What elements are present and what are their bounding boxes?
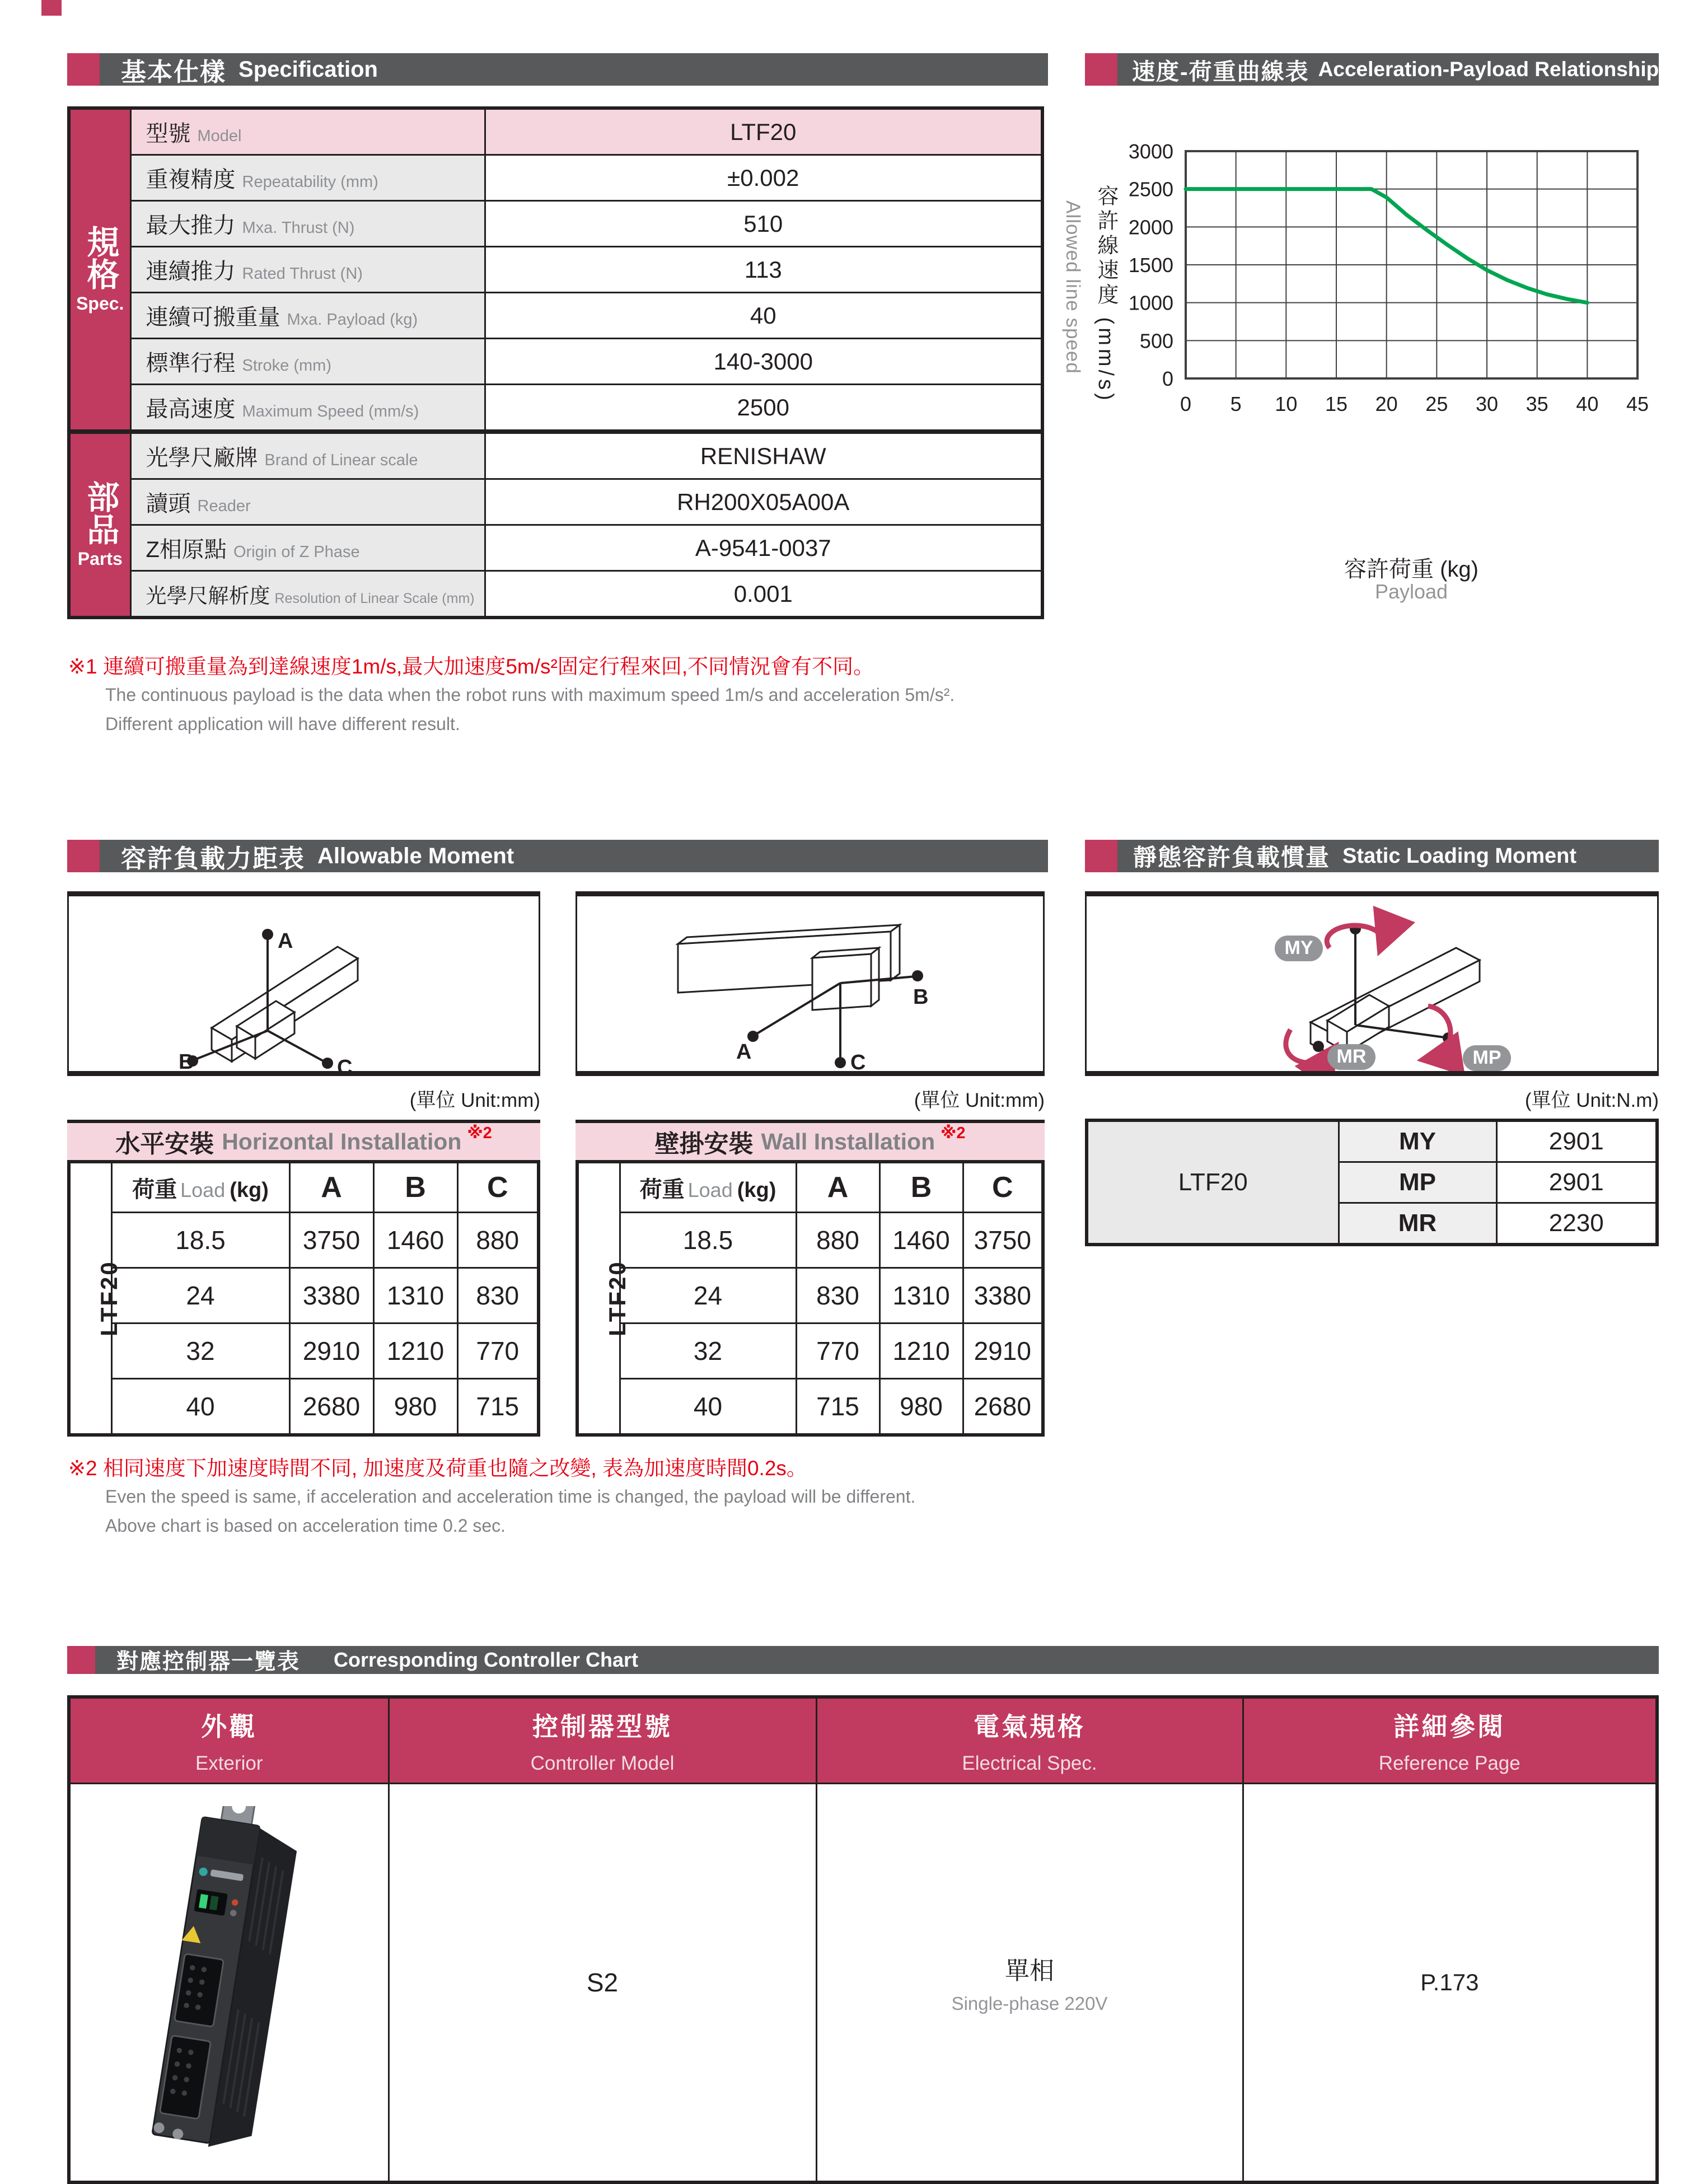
controller-product-image: [128, 1806, 330, 2156]
section-title-en: Allowable Moment: [317, 843, 514, 868]
svg-text:500: 500: [1139, 329, 1173, 353]
footnote-2-en-line2: Above chart is based on acceleration time 0.2 sec.: [105, 1516, 506, 1536]
spec-row: [69, 293, 1042, 339]
section-title-zh: 速度-荷重曲線表: [1132, 58, 1309, 85]
mp-badge-label: MP: [1472, 1047, 1501, 1068]
chart-xlabel-zh: 容許荷重 (kg): [1344, 557, 1479, 582]
model-band: LTF20: [577, 1162, 620, 1435]
table-row: [69, 1324, 539, 1379]
footnote-marker: ※2: [941, 1124, 966, 1142]
spec-group-band: [69, 108, 130, 432]
table-row: [1087, 1120, 1657, 1162]
axis-point-a-label: A: [736, 1040, 752, 1064]
footnote-1-en-line2: Different application will have different result.: [105, 714, 460, 734]
spec-value: RH200X05A00A: [485, 479, 1042, 525]
specification-table: [67, 106, 1044, 619]
header-accent-square: [67, 53, 100, 86]
footnote-1-zh: ※1 連續可搬重量為到達線速度1m/s,最大加速度5m/s²固定行程來回,不同情況會有不同。: [68, 655, 874, 678]
wall-installation-table: [576, 1120, 1045, 1437]
page-edge-tab: [41, 0, 62, 16]
load-cell: 18.5: [111, 1213, 289, 1268]
chart-xlabel-en: Payload: [1374, 580, 1448, 603]
header-controller-model: 控制器型號 Controller Model: [389, 1697, 816, 1784]
section-title-en: Static Loading Moment: [1342, 844, 1577, 868]
unit-label-nm: (單位 Unit:N.m): [1524, 1089, 1659, 1111]
spec-value: ±0.002: [485, 155, 1042, 201]
table-row: [577, 1268, 1043, 1324]
col-header-b: B: [879, 1162, 963, 1213]
spec-label: 標準行程 Stroke (mm): [130, 339, 485, 385]
section-title-en: Specification: [238, 57, 378, 82]
footnote-2-en-line1: Even the speed is same, if acceleration and acceleration time is changed, the payload will be different.: [105, 1486, 916, 1507]
a-cell: 3750: [289, 1213, 373, 1268]
horizontal-moment-axes-drawing: [69, 896, 539, 1071]
group-label-en: Parts: [77, 549, 123, 569]
load-cell: 32: [620, 1324, 796, 1379]
c-cell: 770: [457, 1324, 539, 1379]
spec-value: 40: [485, 293, 1042, 339]
header-exterior: 外觀 Exterior: [69, 1697, 389, 1784]
spec-label: 重複精度 Repeatability (mm): [130, 155, 485, 201]
table-row: [577, 1379, 1043, 1435]
table-header-row: [69, 1162, 539, 1213]
col-header-c: C: [963, 1162, 1043, 1213]
section-title-zh: 容許負載力距表: [121, 844, 306, 873]
group-label-zh: 規格: [82, 225, 119, 290]
svg-text:1500: 1500: [1128, 254, 1173, 277]
a-cell: 770: [796, 1324, 879, 1379]
spec-value: LTF20: [485, 108, 1042, 155]
reference-page-cell: P.173: [1243, 1784, 1657, 2183]
controller-data-row: [69, 1784, 1657, 2183]
spec-row: [69, 339, 1042, 385]
moment-key: MY: [1339, 1120, 1496, 1162]
unit-label-mm: (單位 Unit:mm): [409, 1089, 540, 1111]
spec-row: [69, 525, 1042, 571]
static-loading-moment-table: [1085, 1119, 1659, 1246]
c-cell: 715: [457, 1379, 539, 1435]
spec-label: 最高速度 Maximum Speed (mm/s): [130, 385, 485, 432]
spec-value: 140-3000: [485, 339, 1042, 385]
section-title-zh: 基本仕樣: [121, 57, 227, 86]
col-header-b: B: [373, 1162, 457, 1213]
spec-value: RENISHAW: [485, 432, 1042, 479]
spec-value: 2500: [485, 385, 1042, 432]
spec-label: 讀頭 Reader: [130, 479, 485, 525]
b-cell: 980: [879, 1379, 963, 1435]
spec-row: [69, 155, 1042, 201]
load-header: 荷重 Load (kg): [620, 1162, 796, 1213]
controller-model-cell: S2: [389, 1784, 816, 2183]
col-header-a: A: [796, 1162, 879, 1213]
spec-value: 113: [485, 247, 1042, 293]
mr-badge-label: MR: [1336, 1046, 1367, 1067]
c-cell: 3380: [963, 1268, 1043, 1324]
chart-ylabel-zh: 容許線速度 (mm/s): [1094, 185, 1117, 404]
section-header-specification: [67, 53, 1048, 86]
svg-text:1000: 1000: [1128, 291, 1173, 315]
c-cell: 2910: [963, 1324, 1043, 1379]
spec-row: [69, 571, 1042, 618]
model-band: LTF20: [69, 1162, 111, 1435]
static-moment-drawing: [1087, 896, 1657, 1071]
col-header-a: A: [289, 1162, 373, 1213]
section-header-static-loading-moment: [1085, 840, 1659, 872]
c-cell: 880: [457, 1213, 539, 1268]
moment-value: 2230: [1496, 1203, 1657, 1245]
header-electrical-spec: 電氣規格 Electrical Spec.: [816, 1697, 1243, 1784]
spec-row: [69, 432, 1042, 479]
footnote-1-en-line1: The continuous payload is the data when the robot runs with maximum speed 1m/s and acceleration 5m/s².: [105, 685, 955, 705]
axis-point-b-label: B: [179, 1050, 194, 1071]
svg-text:45: 45: [1626, 392, 1649, 415]
footnote-2-zh: ※2 相同速度下加速度時間不同, 加速度及荷重也隨之改變, 表為加速度時間0.2s。: [68, 1457, 807, 1480]
electrical-spec-cell: 單相 Single-phase 220V: [816, 1784, 1243, 2183]
table-row: [69, 1268, 539, 1324]
load-header: 荷重 Load (kg): [111, 1162, 289, 1213]
svg-text:10: 10: [1275, 392, 1298, 415]
load-cell: 40: [620, 1379, 796, 1435]
table-row: [577, 1213, 1043, 1268]
svg-text:30: 30: [1475, 392, 1499, 415]
axis-point-c-label: C: [337, 1056, 353, 1071]
group-label-en: Spec.: [76, 293, 124, 314]
spec-label: 型號 Model: [130, 108, 485, 155]
spec-row: [69, 479, 1042, 525]
moment-key: MR: [1339, 1203, 1496, 1245]
model-cell: LTF20: [1087, 1120, 1339, 1245]
load-cell: 18.5: [620, 1213, 796, 1268]
acceleration-payload-chart: [1052, 134, 1668, 493]
static-loading-moment-diagram: [1085, 891, 1659, 1076]
footnote-marker: ※2: [467, 1124, 492, 1142]
svg-text:40: 40: [1576, 392, 1599, 415]
b-cell: 980: [373, 1379, 457, 1435]
moment-key: MP: [1339, 1162, 1496, 1203]
c-cell: 830: [457, 1268, 539, 1324]
table-title: 壁掛安裝 Wall Installation ※2: [576, 1120, 1045, 1160]
unit-label-mm: (單位 Unit:mm): [914, 1089, 1045, 1111]
section-header-controller-chart: [67, 1646, 1659, 1674]
b-cell: 1310: [373, 1268, 457, 1324]
b-cell: 1460: [879, 1213, 963, 1268]
svg-text:15: 15: [1325, 392, 1348, 415]
load-cell: 24: [111, 1268, 289, 1324]
horizontal-installation-table: [67, 1120, 540, 1437]
spec-group-band: [69, 432, 130, 618]
table-title: 水平安裝 Horizontal Installation ※2: [67, 1120, 540, 1160]
section-header-allowable-moment: [67, 840, 1048, 872]
svg-text:0: 0: [1180, 392, 1192, 415]
spec-row: [69, 385, 1042, 432]
table-row: [69, 1379, 539, 1435]
my-badge-label: MY: [1284, 937, 1313, 958]
spec-value: A-9541-0037: [485, 525, 1042, 571]
a-cell: 880: [796, 1213, 879, 1268]
b-cell: 1210: [373, 1324, 457, 1379]
a-cell: 2910: [289, 1324, 373, 1379]
load-cell: 40: [111, 1379, 289, 1435]
wall-moment-axes-drawing: [577, 896, 1043, 1071]
table-row: [69, 1213, 539, 1268]
c-cell: 3750: [963, 1213, 1043, 1268]
spec-label: Z相原點 Origin of Z Phase: [130, 525, 485, 571]
a-cell: 830: [796, 1268, 879, 1324]
header-accent-square: [67, 840, 100, 872]
a-cell: 3380: [289, 1268, 373, 1324]
svg-text:0: 0: [1162, 367, 1173, 390]
header-accent-square: [67, 1646, 95, 1674]
spec-row: [69, 201, 1042, 247]
section-title-zh: 對應控制器一覽表: [116, 1650, 301, 1674]
header-reference-page: 詳細參閱 Reference Page: [1243, 1697, 1657, 1784]
controller-header-row: [69, 1697, 1657, 1784]
load-cell: 32: [111, 1324, 289, 1379]
section-header-acceleration-payload: [1085, 53, 1659, 86]
header-accent-square: [1085, 840, 1117, 872]
table-header-row: [577, 1162, 1043, 1213]
a-cell: 715: [796, 1379, 879, 1435]
spec-value: 0.001: [485, 571, 1042, 618]
table-row: [577, 1324, 1043, 1379]
controller-table: [67, 1695, 1659, 2184]
spec-label: 光學尺解析度 Resolution of Linear Scale (mm): [130, 571, 485, 618]
spec-row: [69, 247, 1042, 293]
wall-installation-diagram: [576, 891, 1045, 1076]
svg-text:5: 5: [1230, 392, 1242, 415]
header-accent-square: [1085, 53, 1117, 86]
spec-label: 最大推力 Mxa. Thrust (N): [130, 201, 485, 247]
b-cell: 1310: [879, 1268, 963, 1324]
moment-value: 2901: [1496, 1162, 1657, 1203]
svg-text:35: 35: [1526, 392, 1548, 415]
group-label-zh: 部品: [82, 480, 119, 545]
exterior-cell: [69, 1784, 389, 2183]
spec-label: 光學尺廠牌 Brand of Linear scale: [130, 432, 485, 479]
load-cell: 24: [620, 1268, 796, 1324]
b-cell: 1210: [879, 1324, 963, 1379]
section-title-en: Acceleration-Payload Relationship: [1318, 58, 1659, 81]
section-title-zh: 靜態容許負載慣量: [1133, 844, 1331, 871]
moment-value: 2901: [1496, 1120, 1657, 1162]
svg-text:2000: 2000: [1128, 216, 1173, 239]
axis-point-a-label: A: [278, 929, 293, 953]
spec-label: 連續推力 Rated Thrust (N): [130, 247, 485, 293]
svg-text:20: 20: [1375, 392, 1398, 415]
spec-value: 510: [485, 201, 1042, 247]
svg-text:2500: 2500: [1128, 177, 1173, 201]
chart-ylabel-en: Allowed line speed: [1062, 200, 1084, 374]
axis-point-b-label: B: [913, 985, 929, 1009]
col-header-c: C: [457, 1162, 539, 1213]
section-title-en: Corresponding Controller Chart: [334, 1648, 639, 1671]
b-cell: 1460: [373, 1213, 457, 1268]
axis-point-c-label: C: [850, 1051, 866, 1071]
a-cell: 2680: [289, 1379, 373, 1435]
c-cell: 2680: [963, 1379, 1043, 1435]
spec-label: 連續可搬重量 Mxa. Payload (kg): [130, 293, 485, 339]
spec-row-model: [69, 108, 1042, 155]
horizontal-installation-diagram: [67, 891, 540, 1076]
svg-text:25: 25: [1425, 392, 1448, 415]
svg-text:3000: 3000: [1128, 140, 1173, 163]
